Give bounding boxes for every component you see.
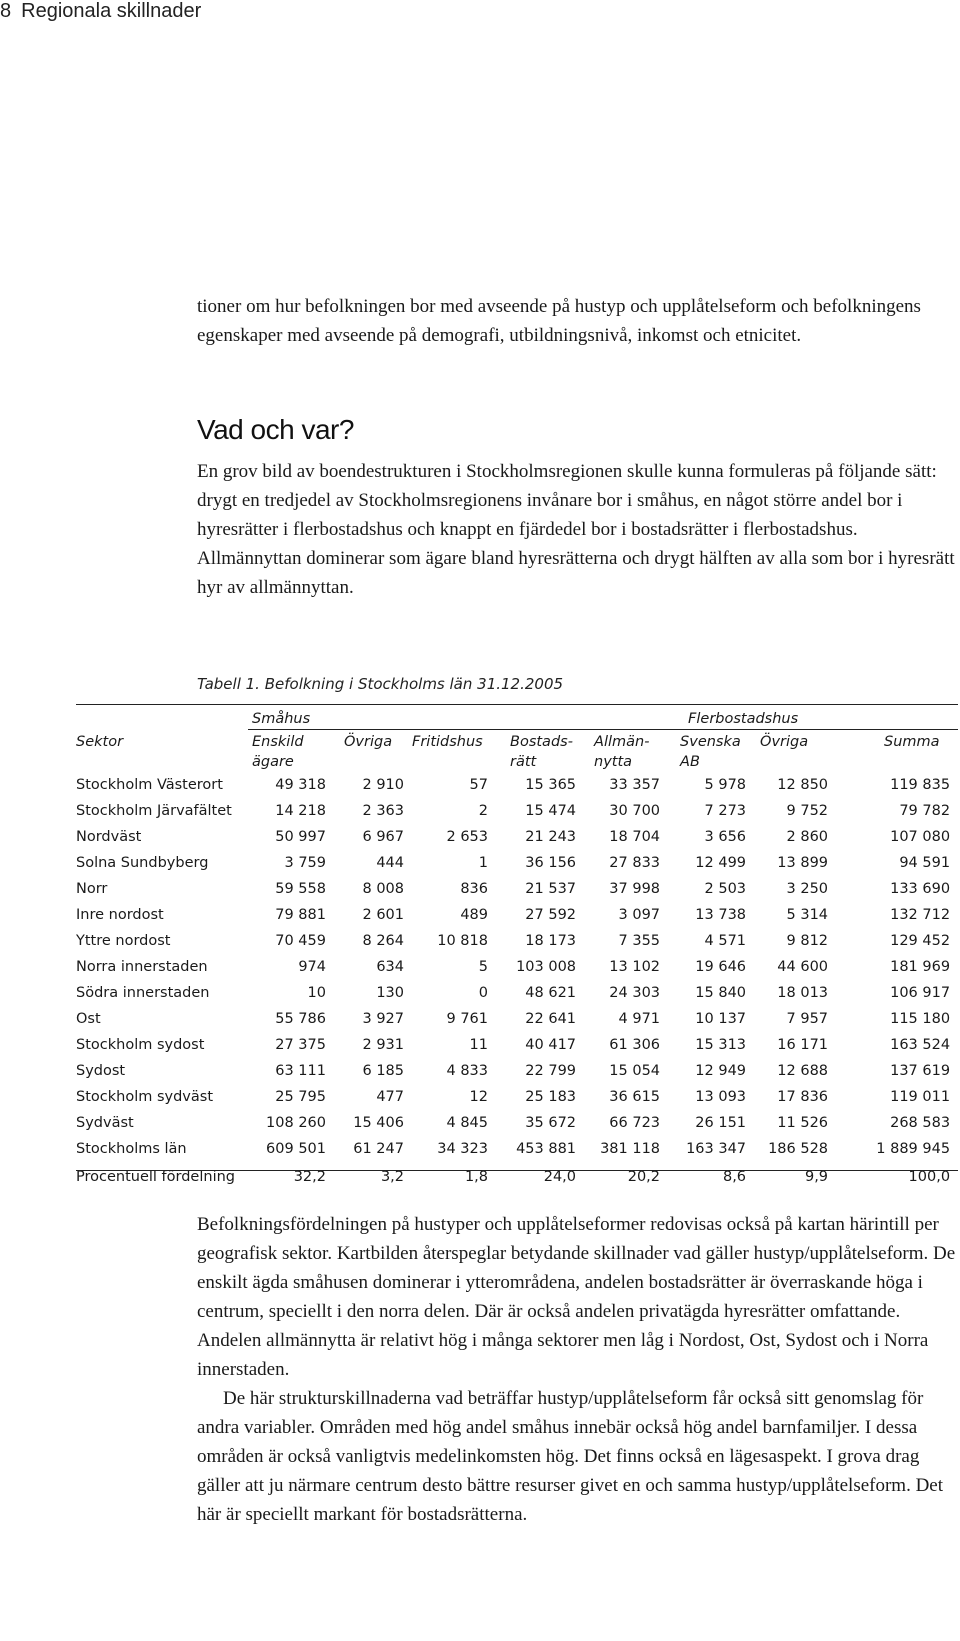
cell-ovriga: 130 bbox=[376, 985, 404, 1001]
cell-summa: 100,0 bbox=[908, 1169, 951, 1185]
paragraph-1-text: En grov bild av boendestrukturen i Stockholmsregionen skulle kunna formuleras på följande sätt: drygt en tredjedel av Stockholmsregionens invånare bor i småhus, en något större andel bor i hyresrätter i flerbostadshus och knappt en fjärdedel bor i bostadsrätter i flerbostadshus. Allmännyttan dominerar som ägare bland hyresrätterna och drygt hälften av alla som bor i hyresrätt hyr av allmännyttan. bbox=[197, 461, 955, 598]
cell-summa: 129 452 bbox=[890, 933, 951, 949]
cell-ovriga-fler: 2 860 bbox=[786, 829, 829, 845]
cell-fritidshus: 57 bbox=[469, 777, 488, 793]
cell-summa: 106 917 bbox=[890, 985, 951, 1001]
table-row bbox=[76, 798, 958, 824]
cell-enskild: 974 bbox=[298, 959, 326, 975]
row-sector: Procentuell fördelning bbox=[76, 1169, 235, 1185]
cell-enskild: 59 558 bbox=[275, 881, 326, 897]
table-row bbox=[76, 850, 958, 876]
cell-ovriga: 15 406 bbox=[353, 1115, 404, 1131]
row-sector: Stockholm Västerort bbox=[76, 777, 223, 793]
table-row bbox=[76, 1006, 958, 1032]
cell-summa: 132 712 bbox=[890, 907, 951, 923]
cell-enskild: 55 786 bbox=[275, 1011, 326, 1027]
cell-enskild: 79 881 bbox=[275, 907, 326, 923]
population-table-grid bbox=[76, 704, 958, 1212]
cell-bostadsratt: 22 641 bbox=[525, 1011, 577, 1027]
cell-enskild: 49 318 bbox=[275, 777, 326, 793]
col-header-sektor: Sektor bbox=[76, 733, 124, 750]
intro-text: tioner om hur befolkningen bor med avseende på hustyp och upplåtelseform och befolkningens egenskaper med avseende på demografi, utbildningsnivå, inkomst och etnicitet. bbox=[197, 296, 921, 346]
cell-bostadsratt: 15 474 bbox=[525, 803, 577, 819]
cell-ovriga-fler: 9 812 bbox=[786, 933, 829, 949]
row-sector: Sydväst bbox=[76, 1115, 134, 1131]
cell-svenska-ab: 15 840 bbox=[695, 985, 747, 1001]
cell-svenska-ab: 19 646 bbox=[695, 959, 747, 975]
cell-ovriga: 6 967 bbox=[362, 829, 404, 845]
cell-ovriga-fler: 11 526 bbox=[777, 1115, 829, 1131]
cell-ovriga-fler: 7 957 bbox=[786, 1011, 829, 1027]
col-header-enskild-agare: Enskild ägare bbox=[252, 734, 304, 770]
table-row bbox=[76, 1032, 958, 1058]
cell-summa: 181 969 bbox=[890, 959, 951, 975]
row-sector: Stockholms län bbox=[76, 1141, 187, 1157]
table-row bbox=[76, 1110, 958, 1136]
cell-ovriga: 2 601 bbox=[362, 907, 404, 923]
cell-allmannytta: 24 303 bbox=[609, 985, 661, 1001]
cell-allmannytta: 4 971 bbox=[618, 1011, 661, 1027]
cell-allmannytta: 27 833 bbox=[609, 855, 661, 871]
cell-enskild: 63 111 bbox=[275, 1063, 326, 1079]
cell-svenska-ab: 13 738 bbox=[695, 907, 747, 923]
row-sector: Södra innerstaden bbox=[76, 985, 210, 1001]
cell-ovriga: 6 185 bbox=[362, 1063, 404, 1079]
cell-enskild: 609 501 bbox=[266, 1141, 326, 1157]
cell-ovriga-fler: 16 171 bbox=[777, 1037, 829, 1053]
cell-svenska-ab: 26 151 bbox=[695, 1115, 747, 1131]
row-sector: Yttre nordost bbox=[76, 933, 171, 949]
cell-summa: 137 619 bbox=[890, 1063, 951, 1079]
cell-ovriga: 8 264 bbox=[362, 933, 404, 949]
cell-bostadsratt: 27 592 bbox=[525, 907, 577, 923]
cell-bostadsratt: 18 173 bbox=[525, 933, 577, 949]
cell-bostadsratt: 48 621 bbox=[525, 985, 577, 1001]
group-header-smahus: Småhus bbox=[248, 705, 584, 730]
table-row bbox=[76, 980, 958, 1006]
cell-enskild: 50 997 bbox=[275, 829, 326, 845]
cell-allmannytta: 33 357 bbox=[609, 777, 661, 793]
cell-bostadsratt: 15 365 bbox=[525, 777, 577, 793]
col-header-svenska-ab: Svenska AB bbox=[680, 734, 741, 770]
cell-bostadsratt: 22 799 bbox=[525, 1063, 577, 1079]
cell-ovriga: 2 910 bbox=[362, 777, 404, 793]
cell-fritidshus: 836 bbox=[460, 881, 488, 897]
population-table bbox=[76, 704, 958, 1212]
cell-summa: 107 080 bbox=[890, 829, 951, 845]
table-bottom-rule bbox=[76, 1170, 958, 1171]
cell-fritidshus: 12 bbox=[469, 1089, 488, 1105]
row-sector: Ost bbox=[76, 1011, 101, 1027]
section-title: Regionala skillnader bbox=[21, 0, 202, 22]
table-caption: Tabell 1. Befolkning i Stockholms län 31.12.2005 bbox=[197, 675, 564, 693]
cell-bostadsratt: 21 537 bbox=[525, 881, 577, 897]
cell-ovriga: 61 247 bbox=[353, 1141, 404, 1157]
cell-fritidshus: 5 bbox=[478, 959, 488, 975]
cell-svenska-ab: 4 571 bbox=[704, 933, 747, 949]
cell-ovriga: 477 bbox=[376, 1089, 404, 1105]
cell-bostadsratt: 103 008 bbox=[516, 959, 577, 975]
cell-fritidshus: 4 833 bbox=[446, 1063, 488, 1079]
cell-svenska-ab: 2 503 bbox=[704, 881, 747, 897]
cell-fritidshus: 11 bbox=[469, 1037, 488, 1053]
cell-ovriga-fler: 3 250 bbox=[786, 881, 829, 897]
cell-fritidshus: 34 323 bbox=[437, 1141, 488, 1157]
row-sector: Norr bbox=[76, 881, 108, 897]
cell-summa: 119 011 bbox=[890, 1089, 951, 1105]
cell-summa: 1 889 945 bbox=[876, 1141, 951, 1157]
cell-ovriga-fler: 17 836 bbox=[777, 1089, 829, 1105]
cell-svenska-ab: 13 093 bbox=[695, 1089, 747, 1105]
group-header-flerbostadshus: Flerbostadshus bbox=[584, 705, 958, 730]
cell-summa: 115 180 bbox=[890, 1011, 951, 1027]
page-number: 8 bbox=[0, 0, 12, 22]
row-sector: Sydost bbox=[76, 1063, 126, 1079]
col-header-allmannytta: Allmän- nytta bbox=[594, 734, 650, 770]
table-row bbox=[76, 1058, 958, 1084]
cell-fritidshus: 1,8 bbox=[464, 1169, 488, 1185]
col-header-ovriga-smahus: Övriga bbox=[344, 734, 393, 750]
cell-ovriga: 3,2 bbox=[380, 1169, 404, 1185]
table-row bbox=[76, 824, 958, 850]
cell-allmannytta: 20,2 bbox=[627, 1169, 661, 1185]
cell-svenska-ab: 8,6 bbox=[722, 1169, 747, 1185]
cell-fritidshus: 2 bbox=[478, 803, 488, 819]
cell-ovriga-fler: 12 688 bbox=[777, 1063, 829, 1079]
cell-ovriga-fler: 12 850 bbox=[777, 777, 829, 793]
cell-summa: 79 782 bbox=[899, 803, 951, 819]
col-header-fritidshus: Fritidshus bbox=[412, 734, 483, 750]
paragraph-3-text: De här strukturskillnaderna vad beträffar hustyp/upplåtelseform får också sitt genomslag för andra variabler. Områden med hög andel småhus innebär också hög andel barnfamiljer. I dessa områden är också vanligtvis medelinkomsten hög. Det finns också en lägesaspekt. I grova drag gäller att ju närmare centrum desto bättre resurser givet en och samma hustyp/upplåtelseform. Det här är speciellt markant för bostadsrätterna. bbox=[197, 1388, 944, 1525]
table-group-header-row bbox=[76, 705, 958, 730]
cell-svenska-ab: 5 978 bbox=[704, 777, 747, 793]
cell-allmannytta: 66 723 bbox=[609, 1115, 661, 1131]
row-sector: Norra innerstaden bbox=[76, 959, 208, 975]
row-sector: Stockholm sydväst bbox=[76, 1089, 213, 1105]
cell-bostadsratt: 35 672 bbox=[525, 1115, 577, 1131]
intro-paragraph bbox=[197, 292, 957, 350]
cell-ovriga: 3 927 bbox=[362, 1011, 404, 1027]
cell-ovriga-fler: 9,9 bbox=[804, 1169, 829, 1185]
cell-summa: 163 524 bbox=[890, 1037, 951, 1053]
cell-allmannytta: 30 700 bbox=[609, 803, 661, 819]
cell-svenska-ab: 15 313 bbox=[695, 1037, 747, 1053]
row-sector: Stockholm Järvafältet bbox=[76, 803, 232, 819]
cell-ovriga-fler: 18 013 bbox=[777, 985, 829, 1001]
cell-fritidshus: 10 818 bbox=[437, 933, 488, 949]
cell-allmannytta: 7 355 bbox=[618, 933, 661, 949]
cell-enskild: 108 260 bbox=[266, 1115, 326, 1131]
cell-allmannytta: 381 118 bbox=[600, 1141, 661, 1157]
cell-fritidshus: 489 bbox=[460, 907, 488, 923]
cell-fritidshus: 0 bbox=[478, 985, 488, 1001]
cell-allmannytta: 61 306 bbox=[609, 1037, 661, 1053]
cell-ovriga: 634 bbox=[376, 959, 404, 975]
paragraph-2 bbox=[197, 1210, 957, 1529]
table-row bbox=[76, 928, 958, 954]
cell-allmannytta: 37 998 bbox=[609, 881, 661, 897]
cell-summa: 268 583 bbox=[890, 1115, 951, 1131]
cell-svenska-ab: 12 949 bbox=[695, 1063, 747, 1079]
cell-svenska-ab: 12 499 bbox=[695, 855, 747, 871]
cell-ovriga-fler: 5 314 bbox=[786, 907, 829, 923]
cell-allmannytta: 36 615 bbox=[609, 1089, 661, 1105]
cell-ovriga-fler: 9 752 bbox=[786, 803, 829, 819]
cell-fritidshus: 2 653 bbox=[446, 829, 488, 845]
table-row bbox=[76, 954, 958, 980]
table-column-header-row bbox=[76, 730, 958, 773]
cell-bostadsratt: 453 881 bbox=[516, 1141, 577, 1157]
row-sector: Nordväst bbox=[76, 829, 142, 845]
cell-summa: 119 835 bbox=[890, 777, 951, 793]
col-header-bostadsratt: Bostads- rätt bbox=[510, 734, 573, 770]
cell-bostadsratt: 24,0 bbox=[543, 1169, 577, 1185]
cell-fritidshus: 1 bbox=[478, 855, 488, 871]
cell-summa: 94 591 bbox=[899, 855, 951, 871]
table-row bbox=[76, 1084, 958, 1110]
cell-bostadsratt: 40 417 bbox=[525, 1037, 577, 1053]
section-heading: Vad och var? bbox=[197, 414, 354, 445]
cell-summa: 133 690 bbox=[890, 881, 951, 897]
cell-ovriga-fler: 13 899 bbox=[777, 855, 829, 871]
cell-ovriga: 2 363 bbox=[362, 803, 404, 819]
cell-allmannytta: 15 054 bbox=[609, 1063, 661, 1079]
cell-enskild: 70 459 bbox=[275, 933, 326, 949]
running-header bbox=[0, 0, 211, 23]
cell-allmannytta: 3 097 bbox=[618, 907, 661, 923]
col-header-summa: Summa bbox=[884, 734, 940, 750]
cell-fritidshus: 4 845 bbox=[446, 1115, 488, 1131]
cell-enskild: 10 bbox=[307, 985, 326, 1001]
row-sector: Stockholm sydost bbox=[76, 1037, 205, 1053]
cell-enskild: 3 759 bbox=[284, 855, 326, 871]
cell-enskild: 27 375 bbox=[275, 1037, 326, 1053]
cell-enskild: 32,2 bbox=[293, 1169, 326, 1185]
cell-ovriga-fler: 186 528 bbox=[768, 1141, 829, 1157]
paragraph-1 bbox=[197, 457, 957, 602]
cell-enskild: 25 795 bbox=[275, 1089, 326, 1105]
row-sector: Inre nordost bbox=[76, 907, 164, 923]
cell-fritidshus: 9 761 bbox=[446, 1011, 488, 1027]
cell-bostadsratt: 36 156 bbox=[525, 855, 577, 871]
table-row bbox=[76, 1136, 958, 1162]
cell-ovriga: 8 008 bbox=[362, 881, 404, 897]
cell-svenska-ab: 7 273 bbox=[704, 803, 747, 819]
row-sector: Solna Sundbyberg bbox=[76, 855, 209, 871]
cell-allmannytta: 18 704 bbox=[609, 829, 661, 845]
table-row bbox=[76, 772, 958, 798]
cell-svenska-ab: 10 137 bbox=[695, 1011, 747, 1027]
cell-allmannytta: 13 102 bbox=[609, 959, 661, 975]
cell-enskild: 14 218 bbox=[275, 803, 326, 819]
table-row bbox=[76, 902, 958, 928]
cell-ovriga-fler: 44 600 bbox=[777, 959, 829, 975]
cell-svenska-ab: 163 347 bbox=[686, 1141, 747, 1157]
table-row bbox=[76, 876, 958, 902]
cell-ovriga: 444 bbox=[376, 855, 404, 871]
col-header-ovriga-flerbostadshus: Övriga bbox=[760, 734, 809, 750]
paragraph-2-text: Befolkningsfördelningen på hustyper och upplåtelseformer redovisas också på kartan härintill per geografisk sektor. Kartbilden återspeglar betydande skillnader vad gäller hustyp/upplåtelseform. De enskilt ägda småhusen dominerar i ytterområdena, andelen bostadsrätter är överraskande höga i centrum, speciellt i den norra delen. Där är också andelen privatägda hyresrätter omfattande. Andelen allmännytta är relativt hög i många sektorer men låg i Nordost, Ost, Sydost och i Norra innerstaden. bbox=[197, 1214, 956, 1380]
cell-ovriga: 2 931 bbox=[362, 1037, 404, 1053]
cell-bostadsratt: 21 243 bbox=[525, 829, 577, 845]
cell-bostadsratt: 25 183 bbox=[525, 1089, 577, 1105]
cell-svenska-ab: 3 656 bbox=[704, 829, 747, 845]
